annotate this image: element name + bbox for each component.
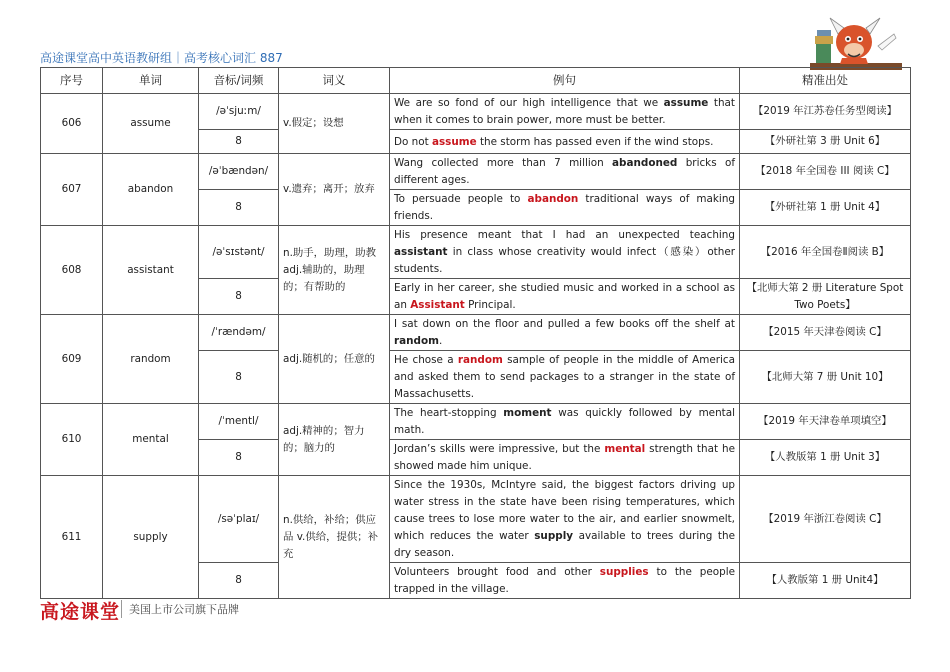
table-row [41, 476, 911, 563]
brand-logo: 高途课堂 [40, 601, 121, 623]
entry-number: 610 [41, 404, 103, 476]
entry-frequency: 8 [199, 440, 279, 476]
entry-frequency: 8 [199, 130, 279, 154]
header-word: 单词 [103, 68, 199, 94]
table-row [41, 226, 911, 279]
table-row [41, 404, 911, 440]
example-source: 【2018 年全国卷 III 阅读 C】 [740, 154, 911, 190]
entry-phonetic: /əˈsjuːm/ [199, 94, 279, 130]
table-header-row [41, 68, 911, 94]
entry-frequency: 8 [199, 279, 279, 315]
example-sentence: Jordan’s skills were impressive, but the mental strength that he showed made him unique. [390, 440, 740, 476]
example-sentence: The heart-stopping moment was quickly followed by mental math. [390, 404, 740, 440]
entry-number: 607 [41, 154, 103, 226]
table-row [41, 315, 911, 351]
entry-frequency: 8 [199, 563, 279, 599]
cartoon-bull-mascot-icon [808, 14, 904, 72]
entry-meaning: v.遗弃；离开；放弃 [279, 154, 390, 226]
header-meaning: 词义 [279, 68, 390, 94]
example-source: 【北师大第 2 册 Literature Spot Two Poets】 [740, 279, 911, 315]
entry-word: mental [103, 404, 199, 476]
entry-phonetic: /əˈsɪstənt/ [199, 226, 279, 279]
example-source: 【2016 年全国卷Ⅱ阅读 B】 [740, 226, 911, 279]
entry-number: 608 [41, 226, 103, 315]
example-source: 【2015 年天津卷阅读 C】 [740, 315, 911, 351]
header-example: 例句 [390, 68, 740, 94]
example-sentence: Since the 1930s, McIntyre said, the biggest factors driving up water stress in the state have been rising temperatures, which cause trees to lose more water to the air, and earlier snowmelt, which reduces the water supply available to trees during the dry season. [390, 476, 740, 563]
header-source: 精准出处 [740, 68, 911, 94]
entry-word: assume [103, 94, 199, 154]
entry-meaning: n.助手，助理，助教 adj.辅助的，助理的；有帮助的 [279, 226, 390, 315]
entry-number: 609 [41, 315, 103, 404]
entry-number: 611 [41, 476, 103, 599]
example-source: 【外研社第 1 册 Unit 4】 [740, 190, 911, 226]
entry-phonetic: /ˈmentl/ [199, 404, 279, 440]
footer-divider [121, 600, 122, 618]
entry-phonetic: /səˈplaɪ/ [199, 476, 279, 563]
example-sentence: Volunteers brought food and other supplies to the people trapped in the village. [390, 563, 740, 599]
example-source: 【2019 年天津卷单项填空】 [740, 404, 911, 440]
example-source: 【北师大第 7 册 Unit 10】 [740, 351, 911, 404]
entry-frequency: 8 [199, 351, 279, 404]
entry-meaning: v.假定；设想 [279, 94, 390, 154]
entry-phonetic: /ˈrændəm/ [199, 315, 279, 351]
example-sentence: We are so fond of our high intelligence that we assume that when it comes to brain power, more must be better. [390, 94, 740, 130]
header-no: 序号 [41, 68, 103, 94]
entry-word: assistant [103, 226, 199, 315]
entry-word: abandon [103, 154, 199, 226]
example-source: 【外研社第 3 册 Unit 6】 [740, 130, 911, 154]
example-sentence: Do not assume the storm has passed even if the wind stops. [390, 130, 740, 154]
entry-phonetic: /əˈbændən/ [199, 154, 279, 190]
entry-meaning: n.供给，补给；供应品 v.供给，提供；补充 [279, 476, 390, 599]
entry-word: random [103, 315, 199, 404]
vocabulary-table [40, 67, 911, 599]
page-header-title: 高途课堂高中英语教研组｜高考核心词汇 887 [40, 51, 283, 65]
example-source: 【人教版第 1 册 Unit 3】 [740, 440, 911, 476]
entry-meaning: adj.精神的；智力的；脑力的 [279, 404, 390, 476]
brand-tagline: 美国上市公司旗下品牌 [129, 603, 239, 616]
example-sentence: He chose a random sample of people in the middle of America and asked them to send packages to a stranger in the state of Massachusetts. [390, 351, 740, 404]
entry-number: 606 [41, 94, 103, 154]
example-sentence: To persuade people to abandon traditional ways of making friends. [390, 190, 740, 226]
example-sentence: I sat down on the floor and pulled a few books off the shelf at random. [390, 315, 740, 351]
table-row [41, 94, 911, 130]
example-sentence: Early in her career, she studied music and worked in a school as an Assistant Principal. [390, 279, 740, 315]
entry-frequency: 8 [199, 190, 279, 226]
entry-word: supply [103, 476, 199, 599]
table-row [41, 154, 911, 190]
example-source: 【2019 年浙江卷阅读 C】 [740, 476, 911, 563]
entry-meaning: adj.随机的；任意的 [279, 315, 390, 404]
example-source: 【2019 年江苏卷任务型阅读】 [740, 94, 911, 130]
example-source: 【人教版第 1 册 Unit4】 [740, 563, 911, 599]
example-sentence: Wang collected more than 7 million abandoned bricks of different ages. [390, 154, 740, 190]
example-sentence: His presence meant that I had an unexpected teaching assistant in class whose creativity would infect（感染）other students. [390, 226, 740, 279]
header-phonetic: 音标/词频 [199, 68, 279, 94]
